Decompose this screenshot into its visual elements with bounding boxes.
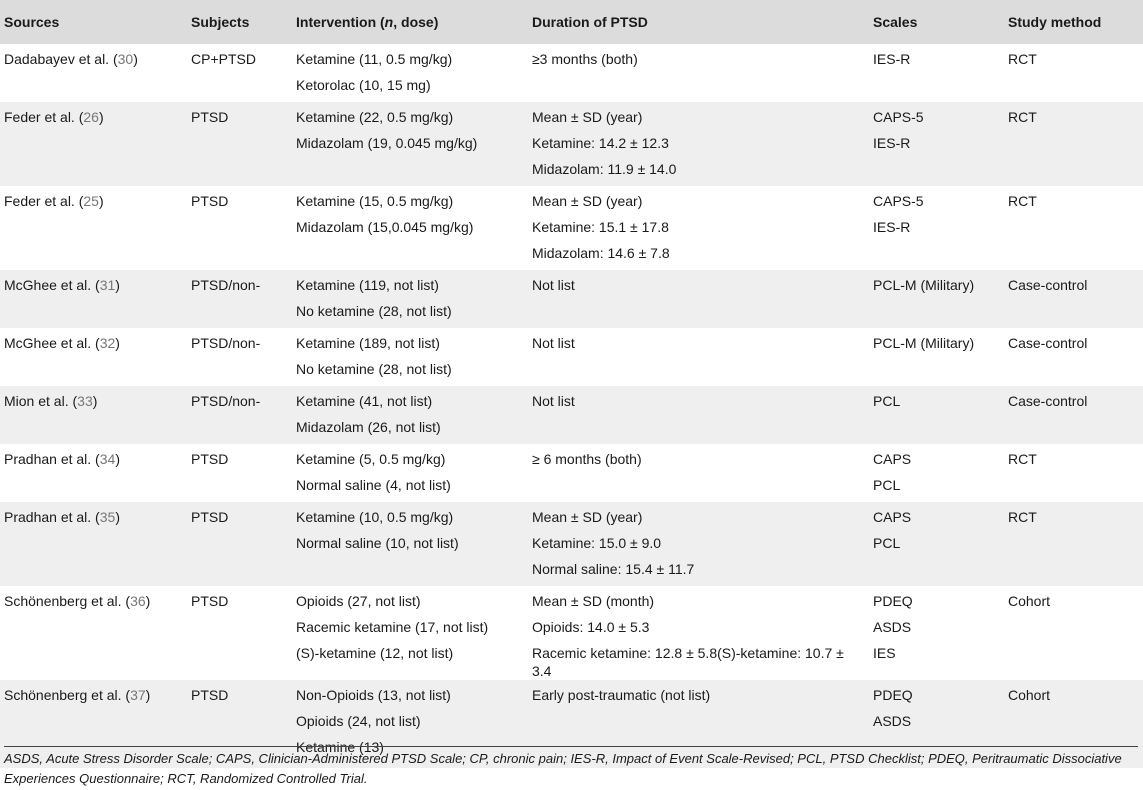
citation-link[interactable]: 30	[117, 51, 134, 67]
table-header-row	[0, 0, 1143, 44]
intervention-cell	[292, 328, 528, 386]
scale-item: PCL-M (Military)	[873, 335, 975, 351]
header-intervention: Intervention (n, dose)	[292, 0, 528, 44]
source-author: McGhee et al.	[4, 277, 92, 293]
subjects-cell	[187, 328, 292, 386]
duration-item: Mean ± SD (year)	[532, 109, 643, 125]
subjects-cell	[187, 444, 292, 502]
scales-cell	[869, 386, 1004, 444]
duration-item: Racemic ketamine: 12.8 ± 5.8(S)-ketamine: 10.7 ± 3.4	[532, 645, 844, 679]
intervention-cell	[292, 186, 528, 270]
duration-item: Not list	[532, 277, 575, 293]
source-cell: Feder et al. (25)	[0, 186, 187, 270]
duration-cell	[528, 328, 869, 386]
duration-cell	[528, 270, 869, 328]
intervention-item: Midazolam (19, 0.045 mg/kg)	[296, 135, 478, 151]
duration-item: Normal saline: 15.4 ± 11.7	[532, 561, 695, 577]
duration-item: Opioids: 14.0 ± 5.3	[532, 619, 650, 635]
method-value: Cohort	[1008, 593, 1051, 609]
method-cell	[1004, 186, 1143, 270]
intervention-item: Midazolam (15,0.045 mg/kg)	[296, 219, 474, 235]
scales-cell	[869, 270, 1004, 328]
duration-item: Midazolam: 11.9 ± 14.0	[532, 161, 677, 177]
subjects-cell	[187, 270, 292, 328]
source-cell: Schönenberg et al. (37)	[0, 680, 187, 768]
intervention-cell	[292, 102, 528, 186]
scales-cell	[869, 444, 1004, 502]
duration-item: Early post-traumatic (not list)	[532, 687, 711, 703]
method-cell	[1004, 270, 1143, 328]
duration-cell	[528, 186, 869, 270]
citation-link[interactable]: 34	[99, 451, 116, 467]
intervention-cell	[292, 270, 528, 328]
subjects-value: CP+PTSD	[191, 51, 256, 67]
method-cell	[1004, 44, 1143, 102]
duration-cell	[528, 502, 869, 586]
table-row	[0, 502, 1143, 586]
duration-item: Midazolam: 14.6 ± 7.8	[532, 245, 670, 261]
subjects-cell	[187, 502, 292, 586]
subjects-value: PTSD	[191, 451, 229, 467]
method-value: RCT	[1008, 109, 1037, 125]
scales-cell	[869, 502, 1004, 586]
subjects-value: PTSD	[191, 193, 229, 209]
scales-cell	[869, 102, 1004, 186]
table-row	[0, 44, 1143, 102]
source-author: McGhee et al.	[4, 335, 92, 351]
source-cell: Pradhan et al. (34)	[0, 444, 187, 502]
intervention-item: Ketorolac (10, 15 mg)	[296, 77, 431, 93]
table-row	[0, 586, 1143, 680]
intervention-item: Ketamine (22, 0.5 mg/kg)	[296, 109, 454, 125]
scales-cell	[869, 586, 1004, 680]
scale-item: CAPS-5	[873, 109, 924, 125]
header-method: Study method	[1004, 0, 1143, 44]
scale-item: CAPS-5	[873, 193, 924, 209]
scales-cell	[869, 186, 1004, 270]
intervention-item: Opioids (27, not list)	[296, 593, 421, 609]
source-cell: Feder et al. (26)	[0, 102, 187, 186]
subjects-value: PTSD	[191, 687, 229, 703]
duration-item: Ketamine: 15.0 ± 9.0	[532, 535, 662, 551]
scale-item: ASDS	[873, 619, 912, 635]
subjects-value: PTSD	[191, 109, 229, 125]
duration-item: ≥3 months (both)	[532, 51, 638, 67]
duration-item: ≥ 6 months (both)	[532, 451, 642, 467]
method-cell	[1004, 586, 1143, 680]
scale-item: IES-R	[873, 135, 911, 151]
source-author: Schönenberg et al.	[4, 593, 122, 609]
table-row	[0, 386, 1143, 444]
subjects-cell	[187, 586, 292, 680]
method-value: RCT	[1008, 509, 1037, 525]
citation-link[interactable]: 35	[99, 509, 116, 525]
duration-cell	[528, 586, 869, 680]
intervention-item: Ketamine (41, not list)	[296, 393, 433, 409]
source-cell: McGhee et al. (31)	[0, 270, 187, 328]
intervention-cell	[292, 444, 528, 502]
subjects-cell	[187, 44, 292, 102]
scale-item: PCL-M (Military)	[873, 277, 975, 293]
table-row	[0, 444, 1143, 502]
source-cell: Dadabayev et al. (30)	[0, 44, 187, 102]
scale-item: IES	[873, 645, 896, 661]
intervention-item: Normal saline (10, not list)	[296, 535, 459, 551]
method-value: RCT	[1008, 451, 1037, 467]
citation-link[interactable]: 36	[130, 593, 146, 609]
source-cell: Mion et al. (33)	[0, 386, 187, 444]
method-cell	[1004, 386, 1143, 444]
scales-cell	[869, 328, 1004, 386]
citation-link[interactable]: 32	[99, 335, 116, 351]
duration-item: Ketamine: 15.1 ± 17.8	[532, 219, 669, 235]
duration-item: Mean ± SD (year)	[532, 193, 643, 209]
subjects-cell	[187, 386, 292, 444]
header-subjects: Subjects	[187, 0, 292, 44]
scale-item: PCL	[873, 393, 901, 409]
subjects-value: PTSD/non-	[191, 277, 261, 293]
method-cell	[1004, 444, 1143, 502]
source-cell: McGhee et al. (32)	[0, 328, 187, 386]
table-row	[0, 270, 1143, 328]
citation-link[interactable]: 26	[83, 109, 99, 125]
source-author: Mion et al.	[4, 393, 69, 409]
intervention-item: Ketamine (189, not list)	[296, 335, 440, 351]
intervention-cell	[292, 386, 528, 444]
scale-item: PDEQ	[873, 593, 913, 609]
intervention-item: (S)-ketamine (12, not list)	[296, 645, 454, 661]
source-author: Feder et al.	[4, 109, 75, 125]
method-cell	[1004, 102, 1143, 186]
intervention-item: Racemic ketamine (17, not list)	[296, 619, 489, 635]
citation-link[interactable]: 31	[99, 277, 116, 293]
method-value: Cohort	[1008, 687, 1051, 703]
intervention-item: Normal saline (4, not list)	[296, 477, 451, 493]
intervention-item: Midazolam (26, not list)	[296, 419, 441, 435]
scale-item: ASDS	[873, 713, 912, 729]
duration-item: Mean ± SD (year)	[532, 509, 643, 525]
table-body	[0, 44, 1143, 768]
table-row	[0, 186, 1143, 270]
source-cell: Pradhan et al. (35)	[0, 502, 187, 586]
source-author: Feder et al.	[4, 193, 75, 209]
duration-item: Not list	[532, 393, 575, 409]
scale-item: PCL	[873, 477, 901, 493]
citation-link[interactable]: 33	[77, 393, 93, 409]
method-value: RCT	[1008, 51, 1037, 67]
scale-item: PCL	[873, 535, 901, 551]
subjects-cell	[187, 102, 292, 186]
table-row	[0, 328, 1143, 386]
table-footnote: ASDS, Acute Stress Disorder Scale; CAPS, Clinician-Administered PTSD Scale; CP, chronic pain; IES-R, Impact of Event Scale-Revised; PCL, PTSD Checklist; PDEQ, Peritraumatic Dissociative Experiences Questionnaire; RCT, Randomized Controlled Trial.	[4, 746, 1138, 789]
source-author: Schönenberg et al.	[4, 687, 122, 703]
subjects-value: PTSD/non-	[191, 335, 261, 351]
subjects-value: PTSD/non-	[191, 393, 261, 409]
subjects-value: PTSD	[191, 509, 229, 525]
scale-item: IES-R	[873, 219, 911, 235]
method-value: Case-control	[1008, 277, 1088, 293]
scale-item: CAPS	[873, 451, 912, 467]
source-author: Pradhan et al.	[4, 451, 92, 467]
citation-link[interactable]: 37	[130, 687, 146, 703]
method-value: RCT	[1008, 193, 1037, 209]
intervention-item: Ketamine (15, 0.5 mg/kg)	[296, 193, 454, 209]
scale-item: CAPS	[873, 509, 912, 525]
duration-cell	[528, 444, 869, 502]
intervention-cell	[292, 502, 528, 586]
subjects-cell	[187, 186, 292, 270]
intervention-item: Ketamine (119, not list)	[296, 277, 439, 293]
intervention-item: Ketamine (10, 0.5 mg/kg)	[296, 509, 454, 525]
duration-cell	[528, 386, 869, 444]
intervention-cell	[292, 586, 528, 680]
scale-item: PDEQ	[873, 687, 913, 703]
intervention-item: Ketamine (13)	[296, 739, 384, 755]
intervention-cell	[292, 44, 528, 102]
citation-link[interactable]: 25	[83, 193, 99, 209]
intervention-item: Ketamine (5, 0.5 mg/kg)	[296, 451, 446, 467]
intervention-item: No ketamine (28, not list)	[296, 303, 452, 319]
source-author: Pradhan et al.	[4, 509, 92, 525]
header-duration: Duration of PTSD	[528, 0, 869, 44]
intervention-item: Ketamine (11, 0.5 mg/kg)	[296, 51, 453, 67]
header-sources: Sources	[0, 0, 187, 44]
duration-item: Not list	[532, 335, 575, 351]
duration-item: Mean ± SD (month)	[532, 593, 655, 609]
scale-item: IES-R	[873, 51, 911, 67]
duration-item: Ketamine: 14.2 ± 12.3	[532, 135, 669, 151]
source-cell: Schönenberg et al. (36)	[0, 586, 187, 680]
scales-cell	[869, 44, 1004, 102]
header-scales: Scales	[869, 0, 1004, 44]
method-cell	[1004, 502, 1143, 586]
method-value: Case-control	[1008, 393, 1088, 409]
intervention-item: Opioids (24, not list)	[296, 713, 421, 729]
method-value: Case-control	[1008, 335, 1088, 351]
intervention-item: Non-Opioids (13, not list)	[296, 687, 451, 703]
source-author: Dadabayev et al.	[4, 51, 110, 67]
duration-cell	[528, 44, 869, 102]
intervention-item: No ketamine (28, not list)	[296, 361, 452, 377]
table-row	[0, 102, 1143, 186]
method-cell	[1004, 328, 1143, 386]
subjects-value: PTSD	[191, 593, 229, 609]
duration-cell	[528, 102, 869, 186]
